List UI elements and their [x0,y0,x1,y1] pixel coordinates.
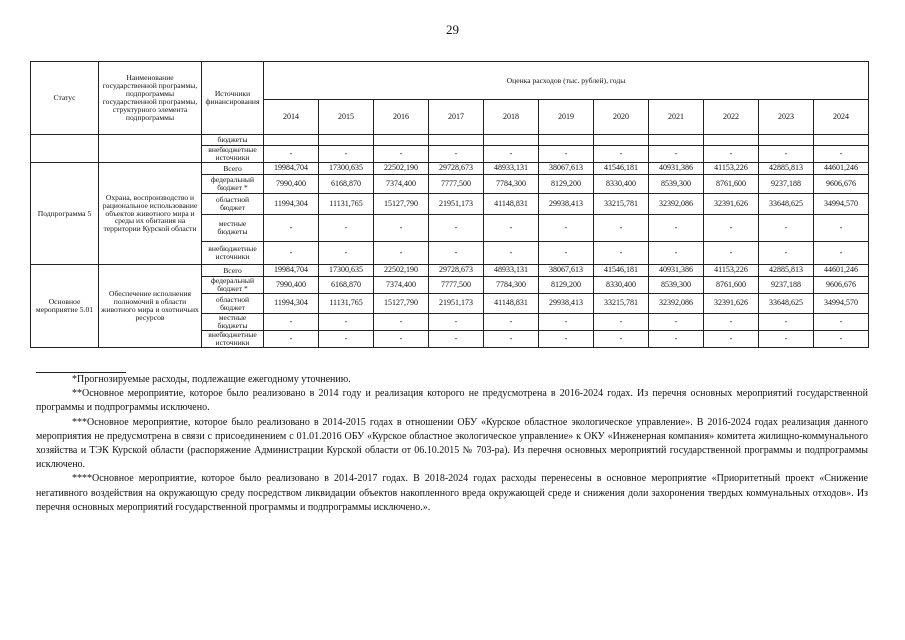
value-cell: 44601,246 [814,265,869,277]
value-cell: 41153,226 [704,265,759,277]
value-cell: 48933,131 [484,265,539,277]
value-cell: - [539,215,594,242]
value-cell: 41148,831 [484,194,539,215]
value-cell: - [319,314,374,331]
value-cell: 9237,188 [759,277,814,294]
value-cell: - [319,331,374,348]
value-cell: 48933,131 [484,163,539,175]
value-cell: - [649,242,704,265]
value-cell: 11994,304 [264,294,319,314]
header-sources: Источники финансирования [202,62,264,135]
value-cell: 8330,400 [594,277,649,294]
value-cell: 9237,188 [759,175,814,194]
value-cell: - [704,314,759,331]
value-cell: - [704,146,759,163]
name-cell: Обеспечение исполнения полномочий в области животного мира и охотничьих ресурсов [99,265,202,348]
value-cell: 33648,625 [759,294,814,314]
value-cell: - [759,215,814,242]
year-header: 2015 [319,100,374,135]
value-cell: 7374,400 [374,175,429,194]
value-cell: - [484,242,539,265]
year-header: 2020 [594,100,649,135]
value-cell: 9606,676 [814,175,869,194]
value-cell: - [759,314,814,331]
value-cell: 38067,613 [539,163,594,175]
value-cell: - [429,331,484,348]
value-cell [264,135,319,146]
value-cell: - [319,242,374,265]
value-cell: 32392,086 [649,294,704,314]
value-cell: 7990,400 [264,175,319,194]
value-cell: - [264,242,319,265]
page-number: 29 [446,22,459,37]
footnote: *Прогнозируемые расходы, подлежащие ежегодному уточнению. [72,374,351,385]
value-cell: - [429,314,484,331]
value-cell: 7784,300 [484,277,539,294]
value-cell: - [814,146,869,163]
value-cell: 42885,813 [759,265,814,277]
source-cell: бюджеты [202,135,264,146]
value-cell: - [539,146,594,163]
value-cell: 44601,246 [814,163,869,175]
table-row [31,135,869,146]
value-cell: 32391,626 [704,194,759,215]
year-header: 2024 [814,100,869,135]
value-cell [704,135,759,146]
value-cell: 7777,500 [429,175,484,194]
value-cell: - [814,242,869,265]
value-cell: - [429,146,484,163]
value-cell: 41546,181 [594,163,649,175]
value-cell: 38067,613 [539,265,594,277]
value-cell: - [264,314,319,331]
value-cell: - [594,215,649,242]
value-cell: - [814,215,869,242]
table-row [31,163,869,175]
source-cell: внебюджетные источники [202,331,264,348]
value-cell: 6168,870 [319,175,374,194]
value-cell: 8761,600 [704,175,759,194]
value-cell: - [374,242,429,265]
value-cell: - [539,331,594,348]
value-cell: - [704,331,759,348]
value-cell [649,135,704,146]
year-header: 2018 [484,100,539,135]
value-cell [539,135,594,146]
value-cell: - [814,314,869,331]
source-cell: Всего [202,265,264,277]
value-cell: 8539,300 [649,175,704,194]
value-cell [429,135,484,146]
value-cell [319,135,374,146]
year-header: 2023 [759,100,814,135]
header-status: Статус [31,62,99,135]
value-cell: - [264,146,319,163]
value-cell: - [374,215,429,242]
value-cell [374,135,429,146]
value-cell: - [649,314,704,331]
name-cell-empty [99,135,202,163]
source-cell: местные бюджеты [202,215,264,242]
status-cell-empty [31,135,99,163]
year-header: 2017 [429,100,484,135]
source-cell: внебюджетные источники [202,146,264,163]
value-cell: 41153,226 [704,163,759,175]
value-cell: 7784,300 [484,175,539,194]
value-cell: - [594,331,649,348]
value-cell: 33215,781 [594,194,649,215]
value-cell: - [594,314,649,331]
status-cell: Подпрограмма 5 [31,163,99,265]
value-cell: - [374,146,429,163]
value-cell: 8761,600 [704,277,759,294]
value-cell: 15127,790 [374,194,429,215]
year-header: 2016 [374,100,429,135]
value-cell: - [759,242,814,265]
table-row [31,265,869,277]
value-cell: 41546,181 [594,265,649,277]
value-cell: 9606,676 [814,277,869,294]
source-cell: областной бюджет [202,294,264,314]
header-row [31,62,869,100]
value-cell: 7777,500 [429,277,484,294]
value-cell: 41148,831 [484,294,539,314]
value-cell: - [594,242,649,265]
value-cell: 32391,626 [704,294,759,314]
value-cell: 22502,190 [374,163,429,175]
value-cell: - [319,146,374,163]
value-cell: 8129,200 [539,277,594,294]
value-cell: 17300,635 [319,163,374,175]
status-cell: Основное мероприятие 5.01 [31,265,99,348]
value-cell: - [539,314,594,331]
value-cell: - [814,331,869,348]
year-header: 2014 [264,100,319,135]
value-cell: 21951,173 [429,294,484,314]
value-cell: 40931,386 [649,265,704,277]
source-cell: Всего [202,163,264,175]
value-cell: 8330,400 [594,175,649,194]
value-cell: 29728,673 [429,265,484,277]
value-cell: - [759,331,814,348]
source-cell: внебюджетные источники [202,242,264,265]
value-cell: 11131,765 [319,194,374,215]
value-cell [759,135,814,146]
value-cell [484,135,539,146]
value-cell: - [704,215,759,242]
value-cell: 42885,813 [759,163,814,175]
value-cell: - [264,215,319,242]
value-cell: - [759,146,814,163]
footnote: ***Основное мероприятие, которое было реализовано в 2014-2015 годах в отношении ОБУ «Курское областное экологическое управление». В 2016-2024 годах реализация данного мероприятия не предусмотрена в связи с присоединением с 01.01.2016 ОБУ «Курское областное экологическое управление» к ОКУ «Инженерная компания» комитета жилищно-коммунального хозяйства и ТЭК Курской области (распоряжение Администрации Курской области от 06.10.2015 № 703-ра). Из перечня основных мероприятий государственной программы и подпрограммы исключено. [36,416,868,471]
value-cell: - [649,215,704,242]
value-cell: - [484,314,539,331]
value-cell: - [429,215,484,242]
value-cell: 8539,300 [649,277,704,294]
value-cell: 21951,173 [429,194,484,215]
value-cell: - [539,242,594,265]
value-cell: 29938,413 [539,294,594,314]
header-estimate: Оценка расходов (тыс. рублей), годы [264,62,869,100]
value-cell: 40931,386 [649,163,704,175]
value-cell: 11994,304 [264,194,319,215]
value-cell: 6168,870 [319,277,374,294]
value-cell: - [484,331,539,348]
value-cell: - [484,146,539,163]
header-name: Наименование государственной программы, подпрограммы государственной программы, структурного элемента подпрограммы [99,62,202,135]
year-header: 2021 [649,100,704,135]
footnotes [36,373,868,515]
expenditure-table [30,61,869,348]
value-cell: 7374,400 [374,277,429,294]
value-cell: - [374,331,429,348]
value-cell: 17300,635 [319,265,374,277]
name-cell: Охрана, воспроизводство и рациональное использование объектов животного мира и среды их обитания на территории Курской области [99,163,202,265]
value-cell: - [429,242,484,265]
value-cell: 22502,190 [374,265,429,277]
value-cell: - [594,146,649,163]
value-cell: 8129,200 [539,175,594,194]
footnote: ****Основное мероприятие, которое было реализовано в 2014-2017 годах. В 2018-2024 годах расходы перенесены в основное мероприятие «Приоритетный проект «Снижение негативного воздействия на окружающую среду посредством ликвидации объектов накопленного вреда окружающей среде и снижения доли захоронения твердых коммунальных отходов». Из перечня основных мероприятий государственной программы и подпрограммы исключено.». [36,473,868,513]
source-cell: федеральный бюджет * [202,175,264,194]
value-cell: 19984,704 [264,265,319,277]
source-cell: федеральный бюджет * [202,277,264,294]
year-header: 2022 [704,100,759,135]
value-cell: - [264,331,319,348]
footnote: **Основное мероприятие, которое было реализовано в 2014 году и реализация которого не предусмотрена в 2016-2024 годах. Из перечня основных мероприятий государственной программы и подпрограммы исключено. [36,388,868,414]
value-cell: - [649,146,704,163]
value-cell: 11131,765 [319,294,374,314]
value-cell: 34994,570 [814,294,869,314]
value-cell: 19984,704 [264,163,319,175]
source-cell: местные бюджеты [202,314,264,331]
value-cell: 33215,781 [594,294,649,314]
source-cell: областной бюджет [202,194,264,215]
value-cell: - [374,314,429,331]
value-cell: 7990,400 [264,277,319,294]
year-header: 2019 [539,100,594,135]
value-cell: 15127,790 [374,294,429,314]
value-cell: - [319,215,374,242]
value-cell: 32392,086 [649,194,704,215]
value-cell: 34994,570 [814,194,869,215]
value-cell: 29938,413 [539,194,594,215]
value-cell [814,135,869,146]
value-cell: - [649,331,704,348]
value-cell: 29728,673 [429,163,484,175]
value-cell: - [704,242,759,265]
value-cell: - [484,215,539,242]
value-cell [594,135,649,146]
value-cell: 33648,625 [759,194,814,215]
